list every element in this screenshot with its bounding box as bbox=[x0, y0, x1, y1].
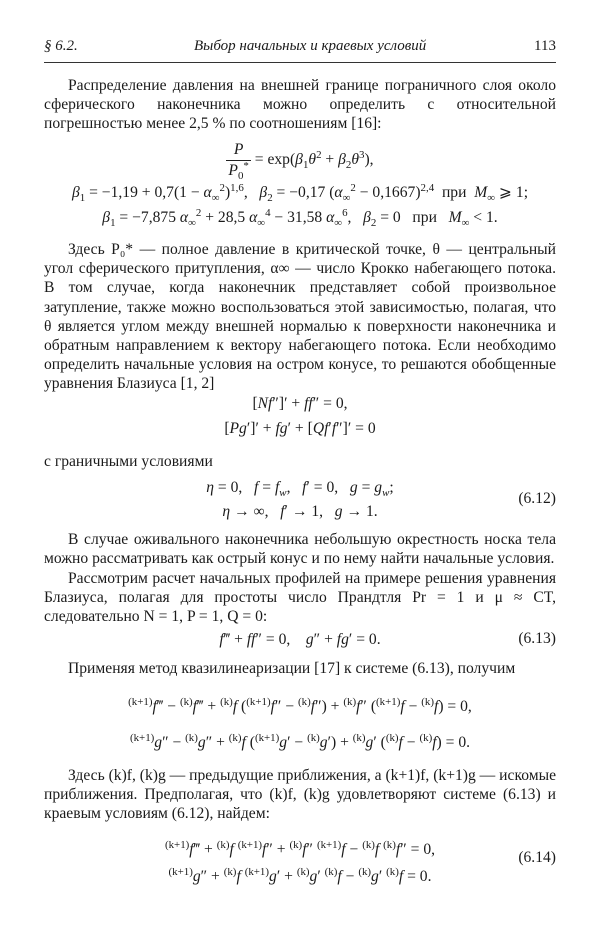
equation-613: f‴ + ff″ = 0, g″ + fg′ = 0. bbox=[219, 631, 381, 648]
paragraph-6: Применяя метод квазилинеаризации [17] к системе (6.13), получим bbox=[68, 660, 516, 677]
equation-number-613: (6.13) bbox=[518, 630, 556, 647]
equation-614-1: $^{(k+1)}$f‴ + $^{(k)}$f $^{(k+1)}$f″ + $^{(k)}$f″ $^{(k+1)}$f − $^{(k)}$f $^{(k)}$f″ = 0, bbox=[164, 839, 436, 859]
equation-blasius-1: [Nf″]′ + ff″ = 0, bbox=[252, 395, 348, 412]
equation-blasius-2: [Pg′]′ + fg′ + [Qf′f″]′ = 0 bbox=[224, 420, 376, 437]
chapter-title: Выбор начальных и краевых условий bbox=[194, 38, 427, 54]
section-number: § 6.2. bbox=[44, 38, 78, 54]
equation-number-614: (6.14) bbox=[518, 849, 556, 866]
page bbox=[44, 0, 556, 929]
paragraph-2: Здесь P₀* — полное давление в критической точке, θ — центральный угол сферического притупления, α∞ — число Крокко набегающего потока. В том случае, когда наконечник представляет собой произвольное затупление, также можно воспользоваться этой зависимостью, полагая, что θ является углом между внешней нормалью к поверхности наконечника и обратным направлением к вектору набегающего потока. Если необходимо определить начальные условия на остром конусе, то решаются обобщенные уравнения Блазиуса [1, 2] bbox=[44, 241, 556, 393]
equation-beta-1: $\beta_1 = -1,19 + 0,7(1 - \alpha_\infty^2)^{1,6}$, $\beta_2 = -0,17$ $(\alpha_\infty^2 - 0,1667)^{2,4}$ при $M_\infty$ ⩾ 1; bbox=[71, 181, 529, 205]
equation-beta-2: $\beta_1 = -7,875$ $\alpha_\infty^2 + 28,5$ $\alpha_\infty^4 - 31,58$ $\alpha_\infty^6$, $\beta_2 = 0$ при $M_\infty < 1$. bbox=[102, 206, 498, 230]
equation-boundary-2: η → ∞, f′ → 1, g → 1. bbox=[222, 503, 378, 520]
equation-614-2: $^{(k+1)}$g″ + $^{(k)}$f $^{(k+1)}$g′ + $^{(k)}$g′ $^{(k)}$f − $^{(k)}$g′ $^{(k)}$f = 0. bbox=[168, 866, 432, 886]
page-number: 113 bbox=[534, 38, 556, 54]
paragraph-7: Здесь (k)f, (k)g — предыдущие приближения, а (k+1)f, (k+1)g — искомые приближения. Предполагая, что (k)f, (k)g удовлетворяют системе (6.13) и краевым условиям (6.12), найдем: bbox=[44, 767, 556, 823]
equation-pressure: $\frac{P}{P_0^*}$ = $\exp(\beta_1\theta^2 + \beta_2\theta^3)$, bbox=[228, 141, 374, 183]
equation-number-612: (6.12) bbox=[518, 490, 556, 507]
paragraph-3: с граничными условиями bbox=[44, 453, 213, 470]
paragraph-5: Рассмотрим расчет начальных профилей на примере решения уравнения Блазиуса, полагая для простоты число Прандтля Pr = 1 и μ ≈ CT, следовательно N = 1, P = 1, Q = 0: bbox=[44, 570, 556, 626]
paragraph-4: В случае оживального наконечника небольшую окрестность носка тела можно рассматривать как острый конус и по нему найти начальные условия. bbox=[44, 531, 556, 568]
equation-boundary-1: η = 0, $f = f_w$, f′ = 0, $g = g_w$; bbox=[206, 479, 394, 500]
header-rule bbox=[44, 62, 556, 63]
equation-quasilinear-1: $^{(k+1)}$f‴ − $^{(k)}$f‴ + $^{(k)}$f ($^{(k+1)}$f″ − $^{(k)}$f″) + $^{(k)}$f″ ($^{(k+1)}$f − $^{(k)}$f) = 0, bbox=[128, 696, 472, 716]
equation-quasilinear-2: $^{(k+1)}$g″ − $^{(k)}$g″ + $^{(k)}$f ($^{(k+1)}$g′ − $^{(k)}$g′) + $^{(k)}$g′ ($^{(k)}$f − $^{(k)}$f) = 0. bbox=[129, 732, 471, 752]
paragraph-1: Распределение давления на внешней границе пограничного слоя около сферического наконечника можно определить с относительной погрешностью менее 2,5 % по соотношениям [16]: bbox=[44, 77, 556, 133]
